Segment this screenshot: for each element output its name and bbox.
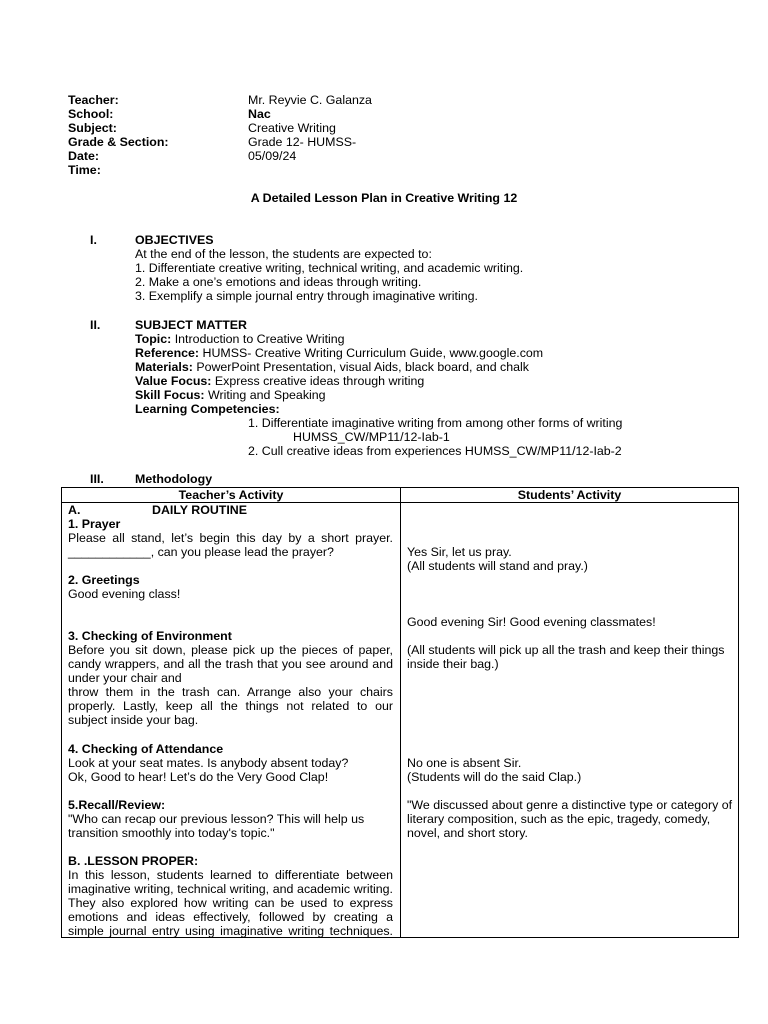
environment-heading: 3. Checking of Environment bbox=[68, 629, 232, 643]
student-response: (All students will pick up all the trash and keep their things bbox=[407, 643, 725, 657]
value-focus-label: Value Focus: bbox=[135, 374, 212, 388]
teacher-activity-header: Teacher’s Activity bbox=[62, 488, 401, 503]
skill-focus-label: Skill Focus: bbox=[135, 388, 205, 402]
recall-line: transition smoothly into today's topic." bbox=[68, 826, 275, 840]
header-info bbox=[68, 93, 372, 177]
time-label: Time: bbox=[68, 163, 101, 177]
competency-1-code: HUMSS_CW/MP11/12-Iab-1 bbox=[293, 430, 450, 444]
school-value: Nac bbox=[248, 107, 271, 121]
recall-heading: 5.Recall/Review: bbox=[68, 798, 166, 812]
objectives-heading: OBJECTIVES bbox=[135, 233, 214, 247]
subject-label: Subject: bbox=[68, 121, 117, 135]
student-response: (All students will stand and pray.) bbox=[407, 559, 588, 573]
subject-matter-heading: SUBJECT MATTER bbox=[135, 318, 247, 332]
competencies-label: Learning Competencies: bbox=[135, 402, 280, 416]
greetings-heading: 2. Greetings bbox=[68, 573, 140, 587]
materials-label: Materials: bbox=[135, 360, 193, 374]
lesson-proper-line: emotions and ideas effectively, followed by creating a bbox=[68, 910, 393, 924]
student-response: "We discussed about genre a distinctive type or category of bbox=[407, 798, 733, 812]
teacher-activity-cell bbox=[62, 503, 401, 938]
materials-value: PowerPoint Presentation, visual Aids, black board, and chalk bbox=[196, 360, 529, 374]
environment-line: subject inside your bag. bbox=[68, 713, 199, 727]
prayer-line: Please all stand, let’s begin this day by a short prayer. bbox=[68, 531, 393, 545]
environment-line: under your chair and bbox=[68, 671, 182, 685]
student-response: Good evening Sir! Good evening classmates! bbox=[407, 615, 656, 629]
topic-value: Introduction to Creative Writing bbox=[174, 332, 345, 346]
topic-label: Topic: bbox=[135, 332, 172, 346]
student-response: literary composition, such as the epic, tragedy, comedy, bbox=[407, 812, 711, 826]
environment-line: properly. Lastly, keep all the things not related to our bbox=[68, 699, 393, 713]
lesson-proper-heading: B. .LESSON PROPER: bbox=[68, 854, 199, 868]
environment-line: Before you sit down, please pick up the pieces of paper, bbox=[68, 643, 393, 657]
student-response: Yes Sir, let us pray. bbox=[407, 545, 512, 559]
attendance-heading: 4. Checking of Attendance bbox=[68, 742, 224, 756]
grade-label: Grade & Section: bbox=[68, 135, 169, 149]
student-response: inside their bag.) bbox=[407, 657, 499, 671]
date-label: Date: bbox=[68, 149, 99, 163]
recall-line: "Who can recap our previous lesson? This will help us bbox=[68, 812, 365, 826]
skill-focus-value: Writing and Speaking bbox=[208, 388, 326, 402]
objective-item: 1. Differentiate creative writing, technical writing, and academic writing. bbox=[135, 261, 524, 275]
greetings-line: Good evening class! bbox=[68, 587, 181, 601]
objectives-number: I. bbox=[90, 233, 97, 247]
teacher-value: Mr. Reyvie C. Galanza bbox=[248, 93, 372, 107]
student-response: novel, and short story. bbox=[407, 826, 528, 840]
objective-item: 2. Make a one’s emotions and ideas through writing. bbox=[135, 275, 422, 289]
students-activity-header: Students’ Activity bbox=[401, 488, 739, 503]
school-label: School: bbox=[68, 107, 114, 121]
lesson-proper-line: They also explored how writing can be used to express bbox=[68, 896, 393, 910]
attendance-line: Look at your seat mates. Is anybody absent today? bbox=[68, 756, 349, 770]
date-value: 05/09/24 bbox=[248, 149, 297, 163]
lesson-proper-line: In this lesson, students learned to differentiate between bbox=[68, 868, 393, 882]
prayer-heading: 1. Prayer bbox=[68, 517, 121, 531]
methodology-table bbox=[61, 487, 739, 938]
document-title: A Detailed Lesson Plan in Creative Writing 12 bbox=[250, 191, 518, 205]
competency-2: 2. Cull creative ideas from experiences HUMSS_CW/MP11/12-Iab-2 bbox=[248, 444, 622, 458]
section-a-title: DAILY ROUTINE bbox=[152, 503, 248, 517]
environment-line: throw them in the trash can. Arrange also your chairs bbox=[68, 685, 393, 699]
section-a-letter: A. bbox=[68, 503, 81, 517]
reference-label: Reference: bbox=[135, 346, 200, 360]
methodology-number: III. bbox=[90, 472, 104, 486]
subject-value: Creative Writing bbox=[248, 121, 336, 135]
subject-matter-number: II. bbox=[90, 318, 101, 332]
lesson-proper-line: simple journal entry using imaginative writing techniques. bbox=[68, 924, 393, 938]
objectives-intro: At the end of the lesson, the students are expected to: bbox=[135, 247, 432, 261]
students-activity-cell bbox=[401, 503, 739, 938]
student-response: No one is absent Sir. bbox=[407, 756, 522, 770]
grade-value: Grade 12- HUMSS- bbox=[248, 135, 357, 149]
student-response: (Students will do the said Clap.) bbox=[407, 770, 582, 784]
environment-line: candy wrappers, and all the trash that you see around and bbox=[68, 657, 393, 671]
attendance-line: Ok, Good to hear! Let’s do the Very Good Clap! bbox=[68, 770, 329, 784]
lesson-proper-line: imaginative writing, technical writing, and academic writing. bbox=[68, 882, 393, 896]
competency-1: 1. Differentiate imaginative writing from among other forms of writing bbox=[248, 416, 623, 430]
reference-value: HUMSS- Creative Writing Curriculum Guide, www.google.com bbox=[202, 346, 544, 360]
value-focus-value: Express creative ideas through writing bbox=[214, 374, 425, 388]
prayer-line: ____________, can you please lead the prayer? bbox=[68, 545, 334, 559]
methodology-heading: Methodology bbox=[135, 472, 213, 486]
teacher-label: Teacher: bbox=[68, 93, 119, 107]
objective-item: 3. Exemplify a simple journal entry through imaginative writing. bbox=[135, 289, 478, 303]
